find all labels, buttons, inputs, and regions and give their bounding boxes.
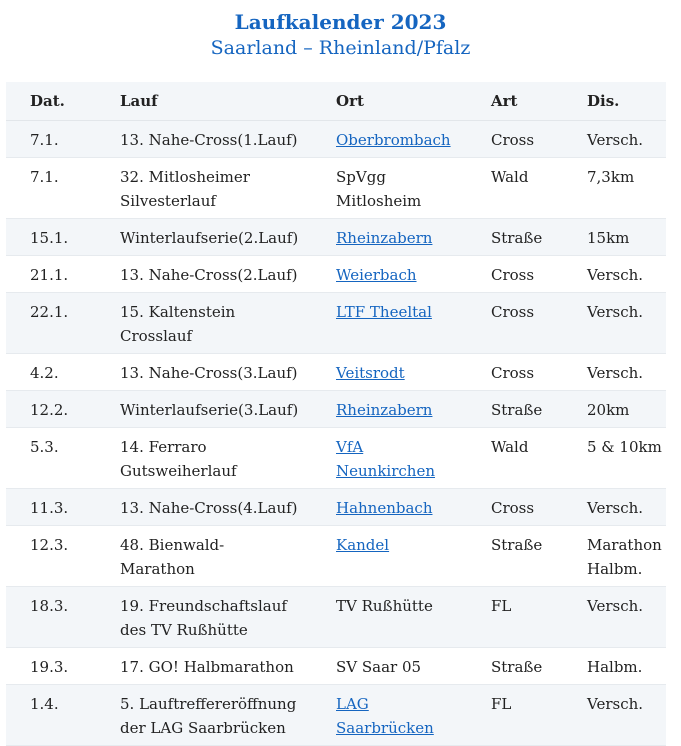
distance-value: 5 & 10km [587, 438, 662, 456]
cell-location [336, 428, 491, 489]
column-header-location[interactable]: Ort [336, 82, 491, 121]
cell-type: Wald [491, 428, 587, 489]
cell-race [120, 489, 336, 526]
cell-date: 5.3. [6, 428, 120, 489]
cell-location [336, 391, 491, 428]
location-link[interactable]: Rheinzabern [336, 229, 433, 247]
table-row [6, 526, 666, 587]
column-header-race[interactable]: Lauf [120, 82, 336, 121]
location-link[interactable]: VfA [336, 438, 364, 456]
table-row [6, 354, 666, 391]
location-text: SpVgg [336, 168, 386, 186]
location-link[interactable]: Oberbrombach [336, 131, 451, 149]
cell-location [336, 219, 491, 256]
cell-type: Straße [491, 391, 587, 428]
distance-value: Versch. [587, 131, 644, 149]
race-name: Winterlaufserie(2.Lauf) [120, 229, 299, 247]
cell-distance [587, 648, 666, 685]
cell-distance [587, 428, 666, 489]
race-name: Marathon [120, 560, 195, 578]
location-link[interactable]: LTF Theeltal [336, 303, 432, 321]
distance-value: Halbm. [587, 658, 643, 676]
race-name: 32. Mitlosheimer [120, 168, 250, 186]
cell-race [120, 219, 336, 256]
cell-date: 7.1. [6, 158, 120, 219]
distance-value: Versch. [587, 303, 644, 321]
cell-date: 19.3. [6, 648, 120, 685]
cell-location [336, 489, 491, 526]
calendar-table-container [6, 82, 662, 744]
distance-value: Versch. [587, 364, 644, 382]
column-header-distance[interactable]: Dis. [587, 82, 666, 121]
cell-race [120, 354, 336, 391]
location-text: TV Rußhütte [336, 597, 433, 615]
race-name: der LAG Saarbrücken [120, 719, 286, 737]
cell-date: 1.4. [6, 685, 120, 746]
cell-location [336, 158, 491, 219]
cell-date: 15.1. [6, 219, 120, 256]
distance-value: Versch. [587, 695, 644, 713]
table-row [6, 121, 666, 158]
calendar-table [6, 82, 666, 746]
cell-location [336, 587, 491, 648]
cell-distance [587, 587, 666, 648]
location-link[interactable]: Weierbach [336, 266, 417, 284]
distance-value: Versch. [587, 499, 644, 517]
location-link[interactable]: LAG [336, 695, 369, 713]
cell-date: 18.3. [6, 587, 120, 648]
distance-value: Versch. [587, 266, 644, 284]
cell-distance [587, 256, 666, 293]
distance-value: Marathon [587, 536, 662, 554]
distance-value: 7,3km [587, 168, 635, 186]
cell-race [120, 428, 336, 489]
cell-location [336, 354, 491, 391]
table-row [6, 648, 666, 685]
cell-race [120, 121, 336, 158]
location-link[interactable]: Veitsrodt [336, 364, 405, 382]
cell-type: Cross [491, 489, 587, 526]
cell-type: Straße [491, 648, 587, 685]
cell-date: 12.2. [6, 391, 120, 428]
distance-value: 15km [587, 229, 630, 247]
table-row [6, 428, 666, 489]
cell-race [120, 685, 336, 746]
cell-distance [587, 158, 666, 219]
location-text: SV Saar 05 [336, 658, 422, 676]
column-header-type[interactable]: Art [491, 82, 587, 121]
cell-distance [587, 121, 666, 158]
cell-date: 21.1. [6, 256, 120, 293]
race-name: 13. Nahe-Cross(4.Lauf) [120, 499, 298, 517]
race-name: des TV Rußhütte [120, 621, 248, 639]
location-link[interactable]: Saarbrücken [336, 719, 434, 737]
cell-distance [587, 489, 666, 526]
cell-type: Straße [491, 526, 587, 587]
race-name: 13. Nahe-Cross(1.Lauf) [120, 131, 298, 149]
cell-date: 22.1. [6, 293, 120, 354]
cell-type: Wald [491, 158, 587, 219]
cell-distance [587, 526, 666, 587]
location-link[interactable]: Rheinzabern [336, 401, 433, 419]
location-link[interactable]: Kandel [336, 536, 390, 554]
table-row [6, 685, 666, 746]
location-text: Mitlosheim [336, 192, 422, 210]
race-name: Crosslauf [120, 327, 193, 345]
distance-value: Halbm. [587, 560, 643, 578]
table-row [6, 489, 666, 526]
location-link[interactable]: Neunkirchen [336, 462, 435, 480]
cell-race [120, 391, 336, 428]
cell-location [336, 256, 491, 293]
race-name: 14. Ferraro [120, 438, 207, 456]
race-name: 15. Kaltenstein [120, 303, 236, 321]
cell-type: Cross [491, 354, 587, 391]
cell-type: Cross [491, 256, 587, 293]
race-name: 17. GO! Halbmarathon [120, 658, 294, 676]
race-name: 13. Nahe-Cross(3.Lauf) [120, 364, 298, 382]
race-name: 19. Freundschaftslauf [120, 597, 287, 615]
cell-race [120, 293, 336, 354]
table-row [6, 391, 666, 428]
page-title: Laufkalender 2023 [234, 10, 447, 34]
cell-distance [587, 219, 666, 256]
cell-location [336, 685, 491, 746]
cell-type: Cross [491, 121, 587, 158]
cell-date: 4.2. [6, 354, 120, 391]
table-row [6, 587, 666, 648]
cell-type: FL [491, 685, 587, 746]
race-name: 5. Lauftreffereröffnung [120, 695, 297, 713]
race-name: 13. Nahe-Cross(2.Lauf) [120, 266, 298, 284]
cell-location [336, 293, 491, 354]
cell-race [120, 648, 336, 685]
table-header-row [6, 82, 666, 121]
cell-date: 12.3. [6, 526, 120, 587]
cell-type: Cross [491, 293, 587, 354]
cell-race [120, 587, 336, 648]
table-row [6, 256, 666, 293]
cell-location [336, 648, 491, 685]
cell-type: Straße [491, 219, 587, 256]
table-body [6, 121, 666, 746]
distance-value: Versch. [587, 597, 644, 615]
cell-type: FL [491, 587, 587, 648]
page-subtitle: Saarland – Rheinland/Pfalz [210, 37, 471, 59]
cell-location [336, 526, 491, 587]
race-name: Gutsweiherlauf [120, 462, 237, 480]
cell-distance [587, 354, 666, 391]
column-header-date[interactable]: Dat. [6, 82, 120, 121]
race-name: Winterlaufserie(3.Lauf) [120, 401, 299, 419]
cell-distance [587, 293, 666, 354]
distance-value: 20km [587, 401, 630, 419]
cell-race [120, 256, 336, 293]
race-name: Silvesterlauf [120, 192, 216, 210]
cell-location [336, 121, 491, 158]
table-row [6, 293, 666, 354]
cell-date: 7.1. [6, 121, 120, 158]
page-header [0, 8, 681, 60]
cell-distance [587, 685, 666, 746]
table-row [6, 219, 666, 256]
table-row [6, 158, 666, 219]
cell-distance [587, 391, 666, 428]
cell-race [120, 526, 336, 587]
location-link[interactable]: Hahnenbach [336, 499, 433, 517]
cell-date: 11.3. [6, 489, 120, 526]
cell-race [120, 158, 336, 219]
race-name: 48. Bienwald- [120, 536, 225, 554]
